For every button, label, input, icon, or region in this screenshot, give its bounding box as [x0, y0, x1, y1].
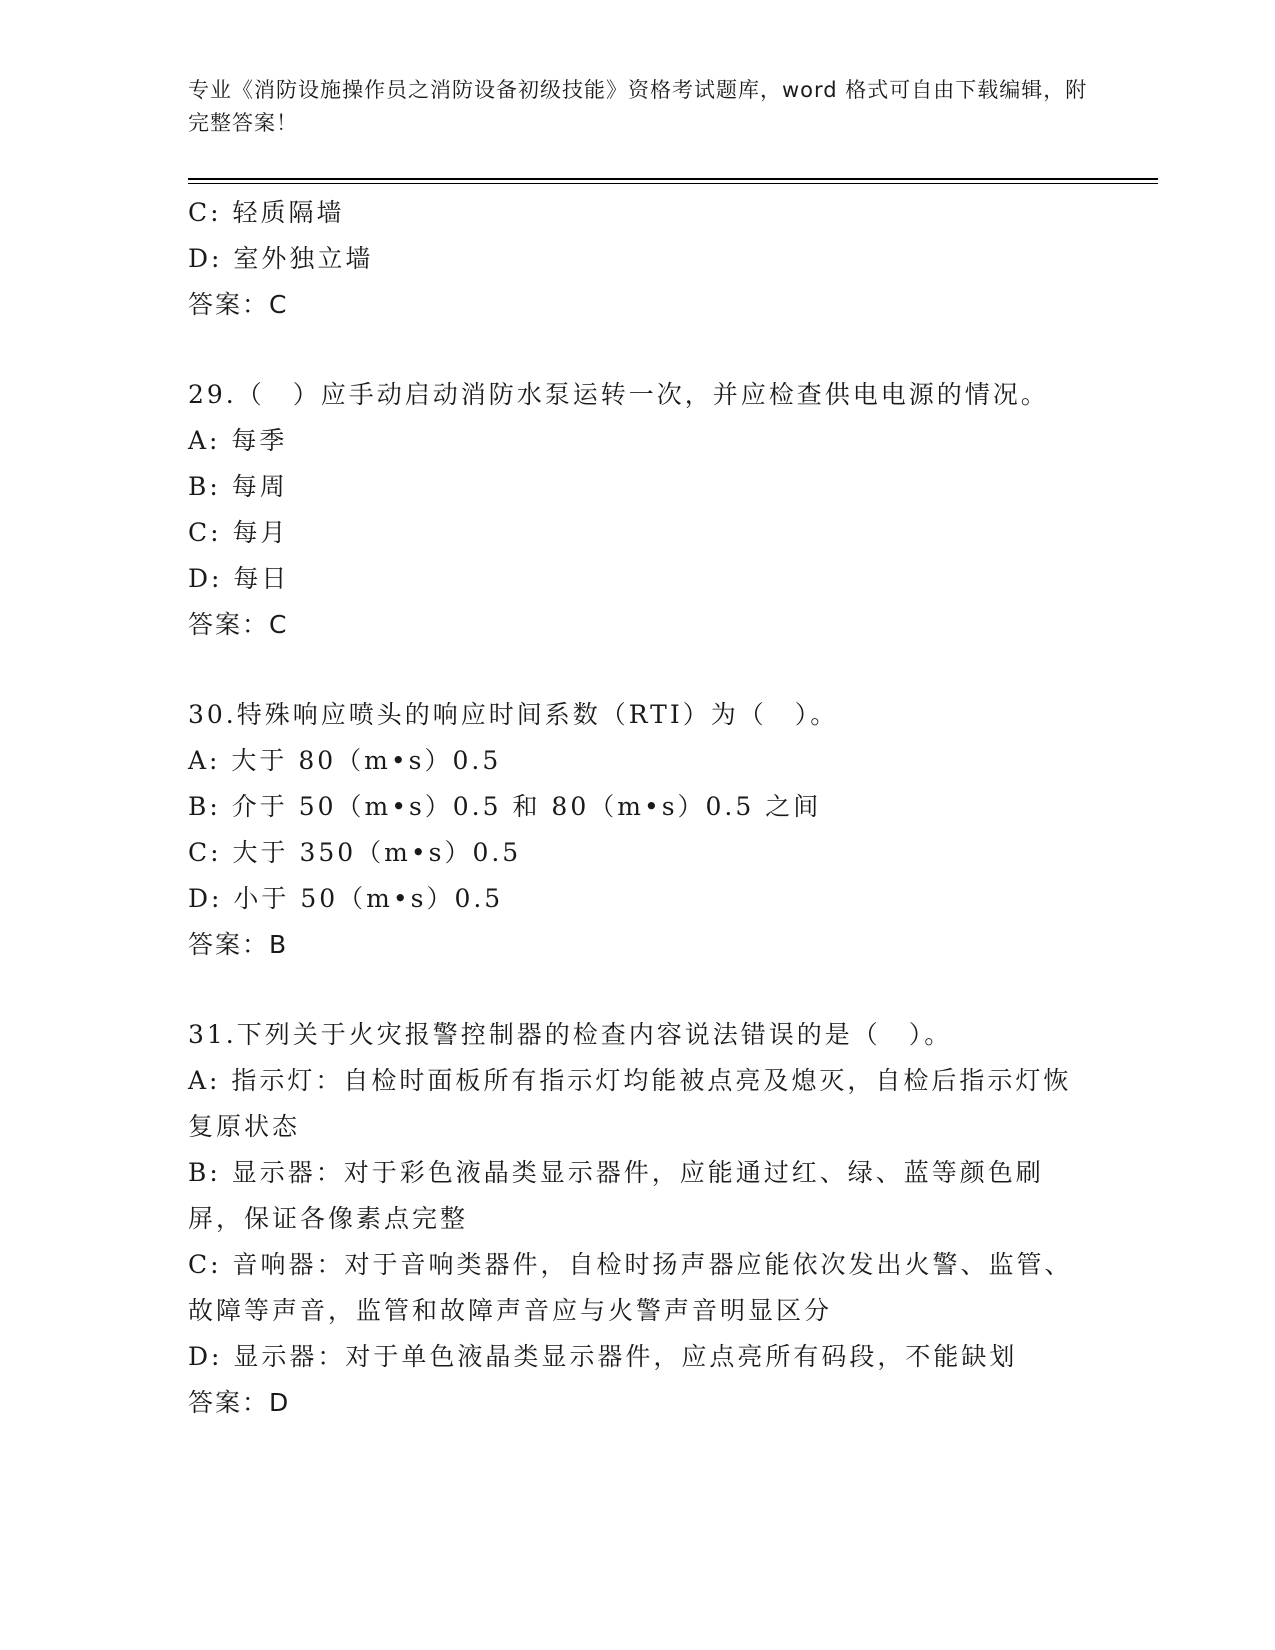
option: D: 室外独立墙 [188, 244, 374, 273]
option: D: 小于 50（m•s）0.5 [188, 884, 504, 913]
option: C: 轻质隔墙 [188, 198, 345, 227]
option: A: 指示灯：自检时面板所有指示灯均能被点亮及熄灭，自检后指示灯恢复原状态 [188, 1066, 1072, 1141]
answer: 答案：D [188, 1388, 291, 1417]
answer: 答案：C [188, 290, 289, 319]
question-stem: 29.（ ）应手动启动消防水泵运转一次，并应检查供电电源的情况。 [188, 380, 1049, 409]
option: B: 显示器：对于彩色液晶类显示器件，应能通过红、绿、蓝等颜色刷屏，保证各像素点完整 [188, 1158, 1044, 1233]
question-list [188, 190, 1088, 1426]
option: D: 显示器：对于单色液晶类显示器件，应点亮所有码段，不能缺划 [188, 1342, 1018, 1371]
question-stem: 31.下列关于火灾报警控制器的检查内容说法错误的是（ ）。 [188, 1020, 953, 1049]
header-divider-thin [188, 183, 1158, 184]
question-fragment [188, 190, 1088, 328]
option: D: 每日 [188, 564, 290, 593]
option: B: 介于 50（m•s）0.5 和 80（m•s）0.5 之间 [188, 792, 822, 821]
document-header: 专业《消防设施操作员之消防设备初级技能》资格考试题库，word 格式可自由下载编辑，附完整答案！ [188, 78, 1088, 135]
question-29 [188, 372, 1088, 648]
option: A: 大于 80（m•s）0.5 [188, 746, 502, 775]
question-31 [188, 1012, 1088, 1426]
option: A: 每季 [188, 426, 288, 455]
option: C: 大于 350（m•s）0.5 [188, 838, 522, 867]
question-stem: 30.特殊响应喷头的响应时间系数（RTI）为（ ）。 [188, 700, 839, 729]
option: B: 每周 [188, 472, 288, 501]
option: C: 音响器：对于音响类器件，自检时扬声器应能依次发出火警、监管、故障等声音，监管和故障声音应与火警声音明显区分 [188, 1250, 1073, 1325]
question-30 [188, 692, 1088, 968]
option: C: 每月 [188, 518, 289, 547]
header-divider-thick [188, 178, 1158, 180]
answer: 答案：B [188, 930, 289, 959]
answer: 答案：C [188, 610, 289, 639]
